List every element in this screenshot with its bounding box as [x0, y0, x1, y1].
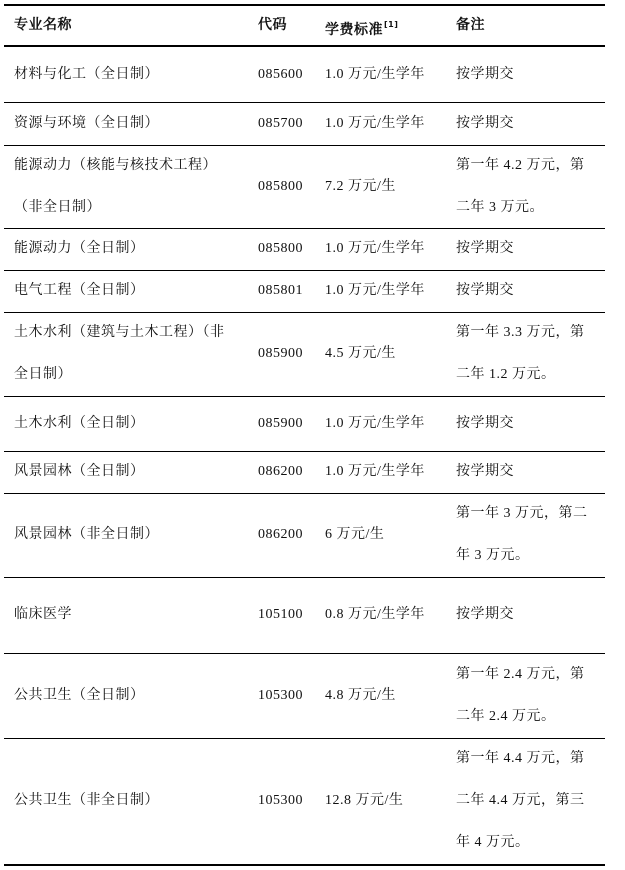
- cell-major-name: 风景园林（全日制）: [14, 464, 145, 479]
- cell-code: 085800: [258, 241, 303, 256]
- cell-major-name: 资源与环境（全日制）: [14, 115, 159, 131]
- cell-remark: 按学期交: [456, 115, 514, 131]
- row-divider: [4, 577, 605, 578]
- cell-remark: 按学期交: [456, 283, 514, 298]
- cell-remark: 第一年 3 万元，第二: [456, 506, 588, 521]
- row-divider: [4, 228, 605, 229]
- cell-fee: 1.0 万元/生学年: [325, 241, 425, 256]
- cell-remark: 二年 2.4 万元。: [456, 708, 556, 724]
- cell-major-name: 电气工程（全日制）: [14, 283, 145, 298]
- cell-major-name: 全日制）: [14, 367, 72, 382]
- footnote-mark: [1]: [384, 20, 399, 29]
- cell-major-name: 公共卫生（非全日制）: [14, 793, 159, 808]
- header-fee-label: 学费标准: [325, 22, 383, 38]
- cell-code: 105300: [258, 793, 303, 808]
- cell-fee: 1.0 万元/生学年: [325, 415, 425, 431]
- cell-remark: 年 3 万元。: [456, 548, 530, 563]
- cell-fee: 4.5 万元/生: [325, 346, 396, 361]
- cell-major-name: 能源动力（全日制）: [14, 241, 145, 256]
- row-divider: [4, 738, 605, 739]
- cell-major-name: （非全日制）: [14, 199, 101, 215]
- cell-code: 085600: [258, 66, 303, 82]
- cell-remark: 按学期交: [456, 607, 514, 622]
- header-remark: 备注: [456, 17, 485, 33]
- row-divider: [4, 145, 605, 146]
- cell-code: 086200: [258, 527, 303, 542]
- cell-major-name: 材料与化工（全日制）: [14, 66, 159, 82]
- cell-major-name: 能源动力（核能与核技术工程）: [14, 157, 217, 173]
- cell-remark: 按学期交: [456, 464, 514, 479]
- row-divider: [4, 493, 605, 494]
- cell-fee: 1.0 万元/生学年: [325, 464, 425, 479]
- cell-remark: 第一年 4.4 万元，第: [456, 751, 585, 766]
- cell-fee: 1.0 万元/生学年: [325, 283, 425, 298]
- header-bottom-rule: [4, 45, 605, 47]
- cell-remark: 按学期交: [456, 241, 514, 256]
- row-divider: [4, 102, 605, 103]
- cell-major-name: 土木水利（全日制）: [14, 415, 145, 431]
- cell-code: 105100: [258, 607, 303, 622]
- header-name: 专业名称: [14, 17, 72, 33]
- cell-fee: 4.8 万元/生: [325, 687, 396, 703]
- cell-remark: 第一年 4.2 万元，第: [456, 157, 585, 173]
- cell-code: 085700: [258, 115, 303, 131]
- cell-code: 105300: [258, 687, 303, 703]
- row-divider: [4, 864, 605, 866]
- cell-remark: 年 4 万元。: [456, 835, 530, 850]
- cell-code: 085900: [258, 346, 303, 361]
- cell-remark: 二年 4.4 万元，第三: [456, 793, 585, 808]
- cell-code: 085801: [258, 283, 303, 298]
- cell-remark: 第一年 2.4 万元，第: [456, 666, 585, 682]
- cell-fee: 7.2 万元/生: [325, 178, 396, 194]
- cell-fee: 1.0 万元/生学年: [325, 66, 425, 82]
- row-divider: [4, 653, 605, 654]
- cell-fee: 6 万元/生: [325, 527, 385, 542]
- cell-fee: 1.0 万元/生学年: [325, 115, 425, 131]
- header-code: 代码: [258, 17, 287, 33]
- cell-major-name: 风景园林（非全日制）: [14, 527, 159, 542]
- cell-major-name: 土木水利（建筑与土木工程）（非: [14, 325, 225, 340]
- cell-major-name: 公共卫生（全日制）: [14, 687, 145, 703]
- row-divider: [4, 312, 605, 313]
- cell-remark: 按学期交: [456, 66, 514, 82]
- cell-remark: 二年 1.2 万元。: [456, 367, 556, 382]
- header-fee: [325, 14, 450, 41]
- cell-remark: 按学期交: [456, 415, 514, 431]
- cell-remark: 第一年 3.3 万元，第: [456, 325, 585, 340]
- row-divider: [4, 451, 605, 452]
- cell-code: 085900: [258, 415, 303, 431]
- cell-fee: 12.8 万元/生: [325, 793, 404, 808]
- table-top-rule: [4, 4, 605, 6]
- cell-remark: 二年 3 万元。: [456, 199, 544, 215]
- row-divider: [4, 270, 605, 271]
- cell-fee: 0.8 万元/生学年: [325, 607, 425, 622]
- cell-code: 085800: [258, 178, 303, 194]
- cell-code: 086200: [258, 464, 303, 479]
- cell-major-name: 临床医学: [14, 607, 72, 622]
- row-divider: [4, 396, 605, 397]
